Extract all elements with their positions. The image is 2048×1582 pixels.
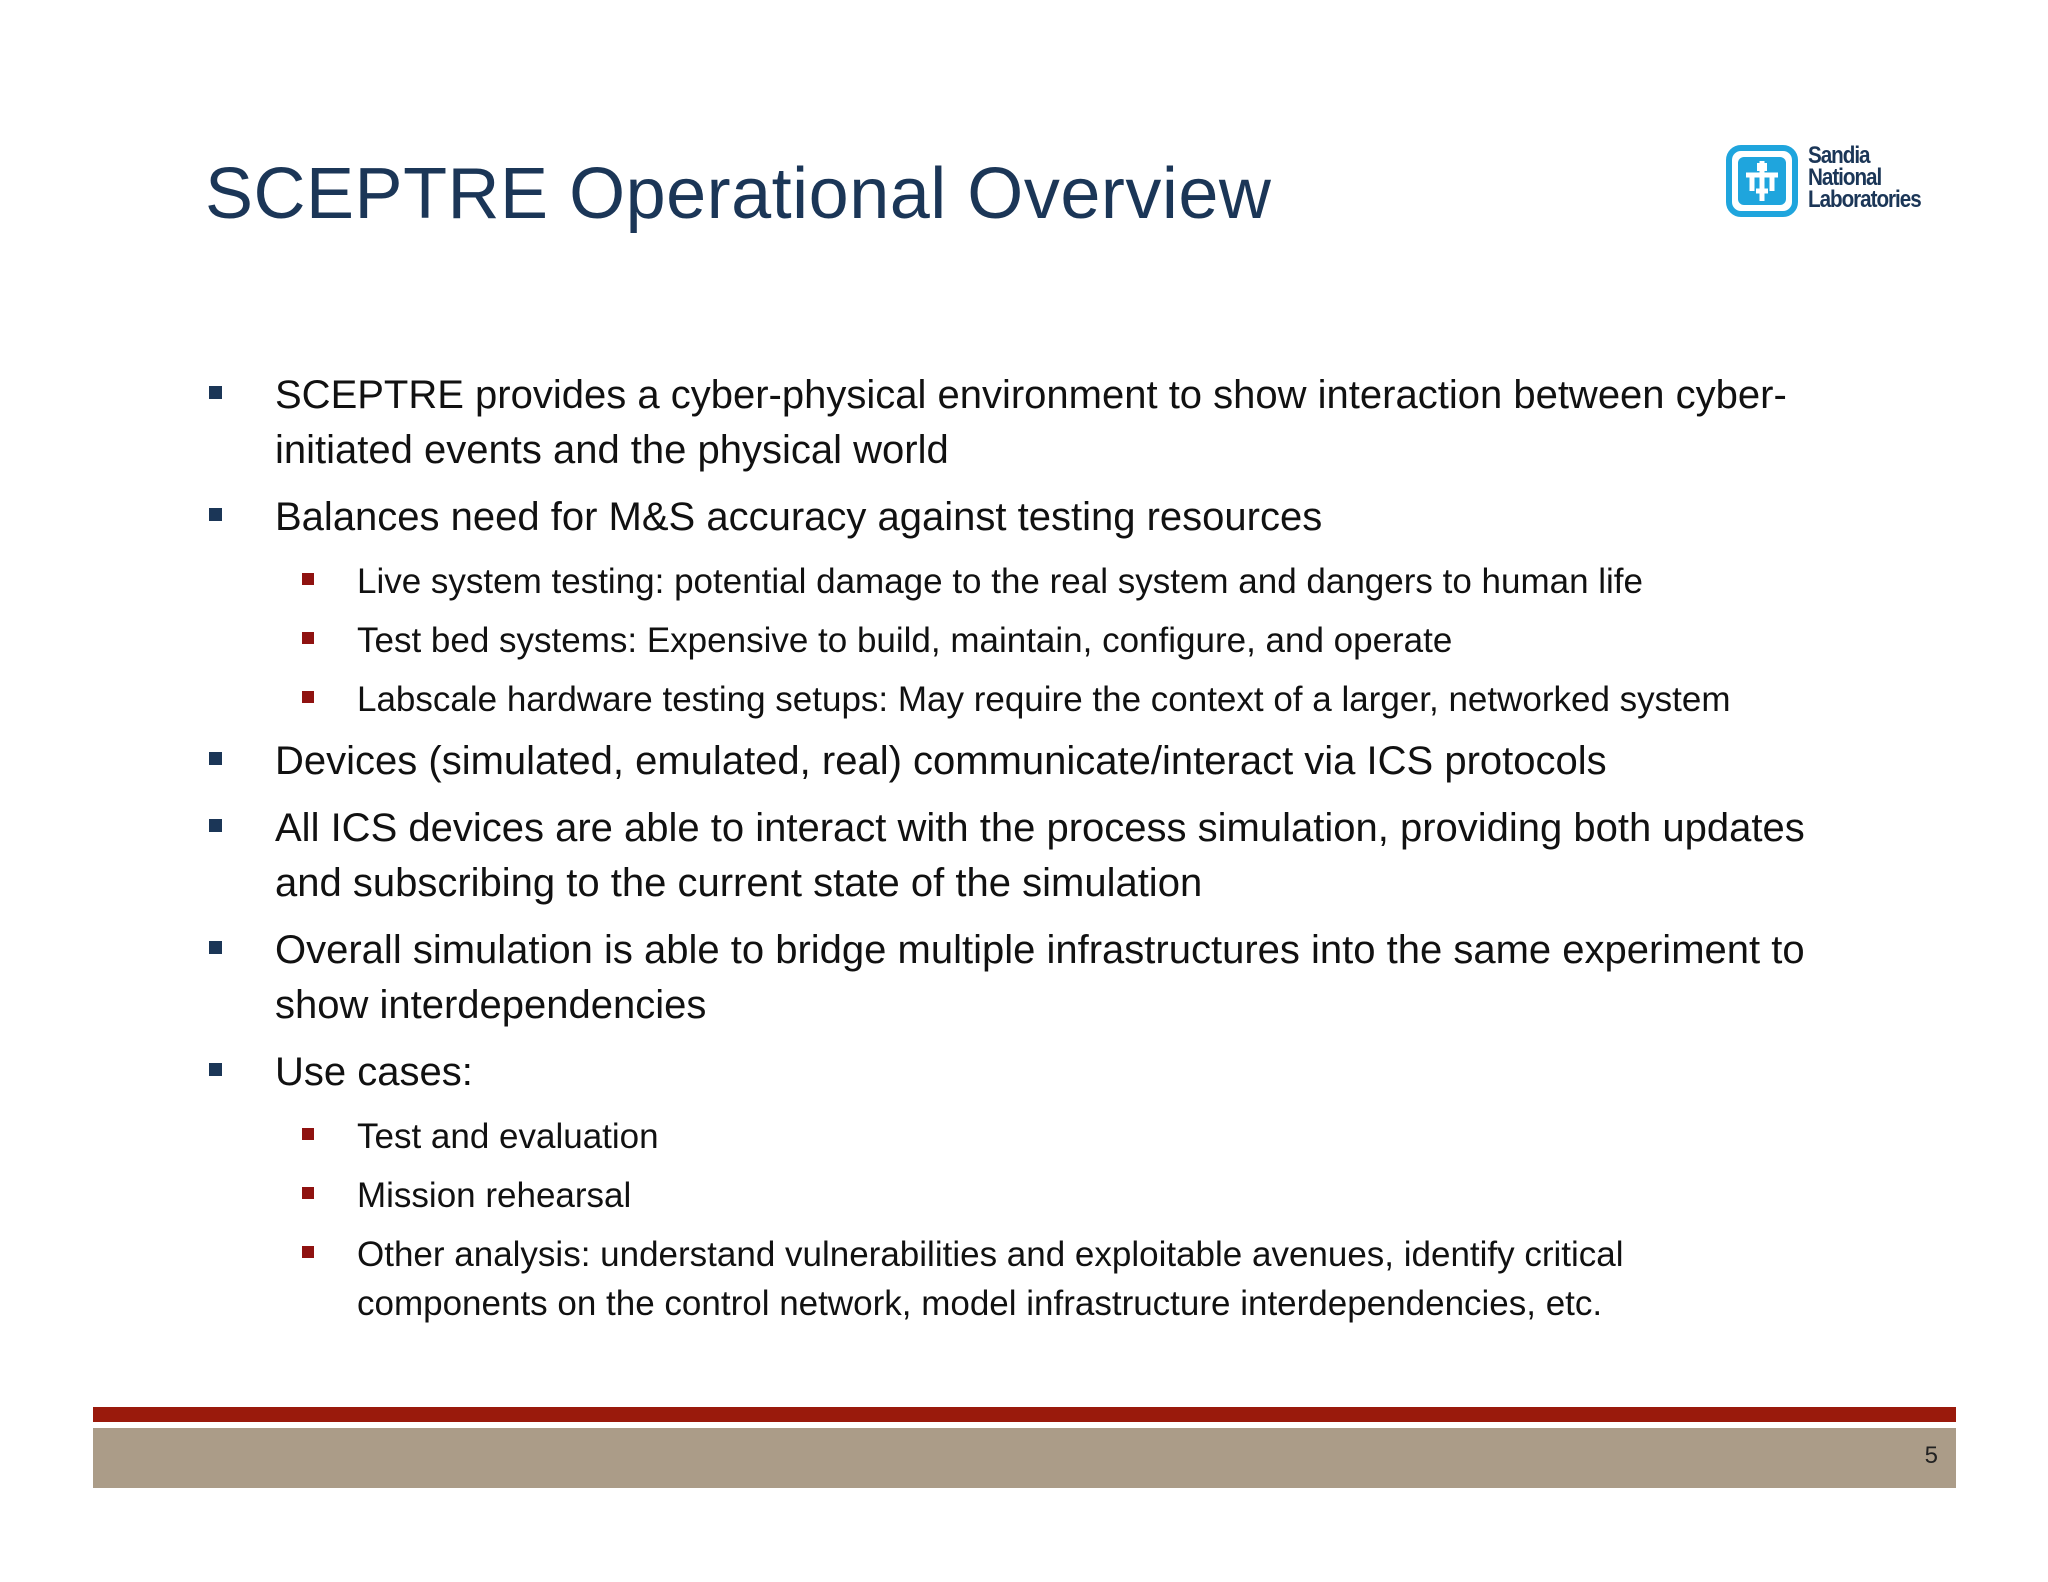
- sub-bullet-text: Live system testing: potential damage to the real system and dangers to human life: [357, 562, 1643, 601]
- bullet-item: [205, 923, 1805, 1033]
- bullet-item: [205, 801, 1805, 911]
- footer-red-bar: [93, 1407, 1956, 1422]
- square-bullet-icon: [209, 819, 222, 832]
- sandia-logo: [1726, 141, 1936, 221]
- square-bullet-icon: [302, 573, 314, 585]
- sub-bullet-item: [205, 675, 1805, 724]
- sub-bullet-text: Other analysis: understand vulnerabilities and exploitable avenues, identify critical components on the control network, model infrastructure interdependencies, etc.: [357, 1235, 1624, 1323]
- sub-bullet-text: Mission rehearsal: [357, 1176, 632, 1215]
- bullet-item: [205, 734, 1805, 789]
- bullet-item: [205, 368, 1805, 478]
- square-bullet-icon: [209, 508, 222, 521]
- logo-line-3: Laboratories: [1808, 186, 1921, 213]
- logo-text: [1808, 142, 1921, 213]
- square-bullet-icon: [302, 1187, 314, 1199]
- square-bullet-icon: [302, 1246, 314, 1258]
- sub-bullet-text: Labscale hardware testing setups: May require the context of a larger, networked system: [357, 680, 1731, 719]
- slide-title: SCEPTRE Operational Overview: [205, 154, 1272, 234]
- bullet-list: [205, 368, 1805, 1338]
- square-bullet-icon: [209, 386, 222, 399]
- sub-bullet-item: [205, 1230, 1805, 1328]
- footer-tan-bar: [93, 1428, 1956, 1488]
- bullet-text: All ICS devices are able to interact with the process simulation, providing both updates and subscribing to the current state of the simulation: [275, 806, 1805, 905]
- square-bullet-icon: [302, 632, 314, 644]
- sub-bullet-item: [205, 616, 1805, 665]
- logo-line-1: Sandia: [1808, 142, 1870, 169]
- square-bullet-icon: [302, 691, 314, 703]
- sub-bullet-text: Test and evaluation: [357, 1117, 659, 1156]
- sub-bullet-item: [205, 1112, 1805, 1161]
- bullet-item: [205, 1045, 1805, 1100]
- square-bullet-icon: [209, 1063, 222, 1076]
- bullet-text: Devices (simulated, emulated, real) communicate/interact via ICS protocols: [275, 739, 1607, 783]
- bullet-text: Overall simulation is able to bridge multiple infrastructures into the same experiment to show interdependencies: [275, 928, 1805, 1027]
- sub-bullet-item: [205, 1171, 1805, 1220]
- square-bullet-icon: [302, 1128, 314, 1140]
- square-bullet-icon: [209, 752, 222, 765]
- bullet-text: SCEPTRE provides a cyber-physical environment to show interaction between cyber-initiated events and the physical world: [275, 373, 1787, 472]
- sandia-thunderbird-icon: [1726, 145, 1798, 217]
- bullet-text: Use cases:: [275, 1050, 473, 1094]
- logo-line-2: National: [1808, 164, 1882, 191]
- square-bullet-icon: [209, 941, 222, 954]
- page-number: 5: [1924, 1442, 1938, 1469]
- sub-bullet-text: Test bed systems: Expensive to build, maintain, configure, and operate: [357, 621, 1453, 660]
- bullet-item: [205, 490, 1805, 545]
- sub-bullet-item: [205, 557, 1805, 606]
- bullet-text: Balances need for M&S accuracy against testing resources: [275, 495, 1323, 539]
